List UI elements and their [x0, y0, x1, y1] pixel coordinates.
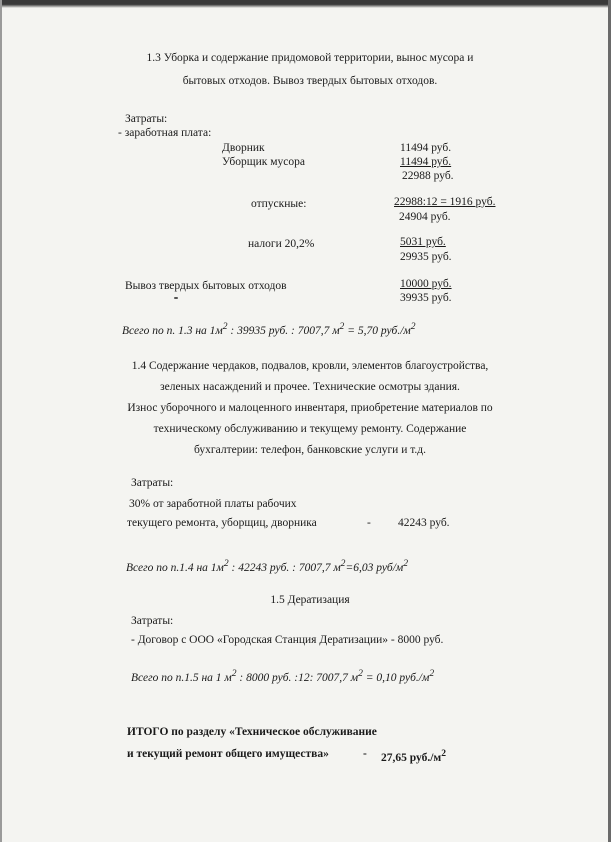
costs-label: Затраты: [131, 615, 174, 627]
percentage-line: 30% от заработной платы рабочих [129, 498, 297, 510]
subtotal-vacation: 24904 руб. [399, 211, 451, 223]
section-1-4-line4: техническому обслуживанию и текущему ремонту. Содержание [153, 423, 467, 435]
janitor-label: Дворник [222, 142, 265, 154]
scan-speck [174, 297, 178, 299]
repair-staff-value: 42243 руб. [398, 517, 450, 529]
summary-line2: и текущий ремонт общего имущества» [127, 748, 329, 760]
section-1-4-total: Всего по п.1.4 на $1м^2$ : 42243 руб. : 7007,7 $м^2=6,03$ руб/$м^2$ [126, 558, 409, 574]
deratization-contract-line: - Договор с ООО «Городская Станция Дератизации» - 8000 руб. [131, 634, 444, 646]
scan-top-edge [0, 0, 611, 8]
section-1-4-line1: 1.4 Содержание чердаков, подвалов, кровли, элементов благоустройства, [131, 360, 489, 372]
subtotal-waste: 39935 руб. [400, 292, 452, 304]
subtotal-taxes: 29935 руб. [400, 251, 452, 263]
trash-collector-label: Уборщик мусора [222, 156, 305, 168]
taxes-value: 5031 руб. [400, 236, 446, 248]
section-1-4-line2: зеленых насаждений и прочее. Технические осмотры здания. [160, 381, 460, 393]
subtotal-salary: 22988 руб. [402, 170, 454, 182]
costs-label: Затраты: [131, 477, 174, 489]
summary-value: 27,65 $руб./м^2$ [381, 748, 447, 764]
salary-label: - заработная плата: [118, 127, 212, 139]
costs-label: Затраты: [125, 113, 168, 125]
section-1-4-line5: бухгалтерии: телефон, банковские услуги и т.д. [194, 444, 426, 456]
summary-dash: - [363, 748, 367, 760]
repair-staff-label: текущего ремонта, уборщиц, дворника [127, 517, 317, 529]
taxes-label: налоги 20,2% [248, 238, 315, 250]
waste-removal-label: Вывоз твердых бытовых отходов [125, 280, 287, 292]
trash-collector-value: 11494 руб. [400, 156, 452, 168]
section-1-3-total: Всего по п. 1.3 на $1м^2$ : 39935 руб. : 7007,7 $м^2 = 5,70$ $руб./м^2$ [122, 321, 416, 337]
section-1-3-title-line1: 1.3 Уборка и содержание придомовой территории, вынос мусора и [146, 52, 474, 64]
section-1-5-total: Всего по п.1.5 на 1 $м^2$ : 8000 руб. :12: 7007,7 $м^2 = 0,10$ $руб./м^2$ [131, 668, 435, 684]
scan-left-edge [0, 0, 2, 842]
waste-removal-value: 10000 руб. [400, 278, 452, 290]
dash: - [367, 517, 371, 529]
vacation-value: 22988:12 = 1916 руб. [394, 196, 496, 208]
summary-line1: ИТОГО по разделу «Техническое обслуживание [127, 726, 377, 738]
section-1-4-line3: Износ уборочного и малоценного инвентаря, приобретение материалов по [127, 402, 493, 414]
section-1-5-title: 1.5 Дератизация [270, 594, 350, 606]
vacation-label: отпускные: [251, 198, 307, 210]
section-1-3-title-line2: бытовых отходов. Вывоз твердых бытовых отходов. [182, 75, 438, 87]
janitor-value: 11494 руб. [400, 142, 452, 154]
